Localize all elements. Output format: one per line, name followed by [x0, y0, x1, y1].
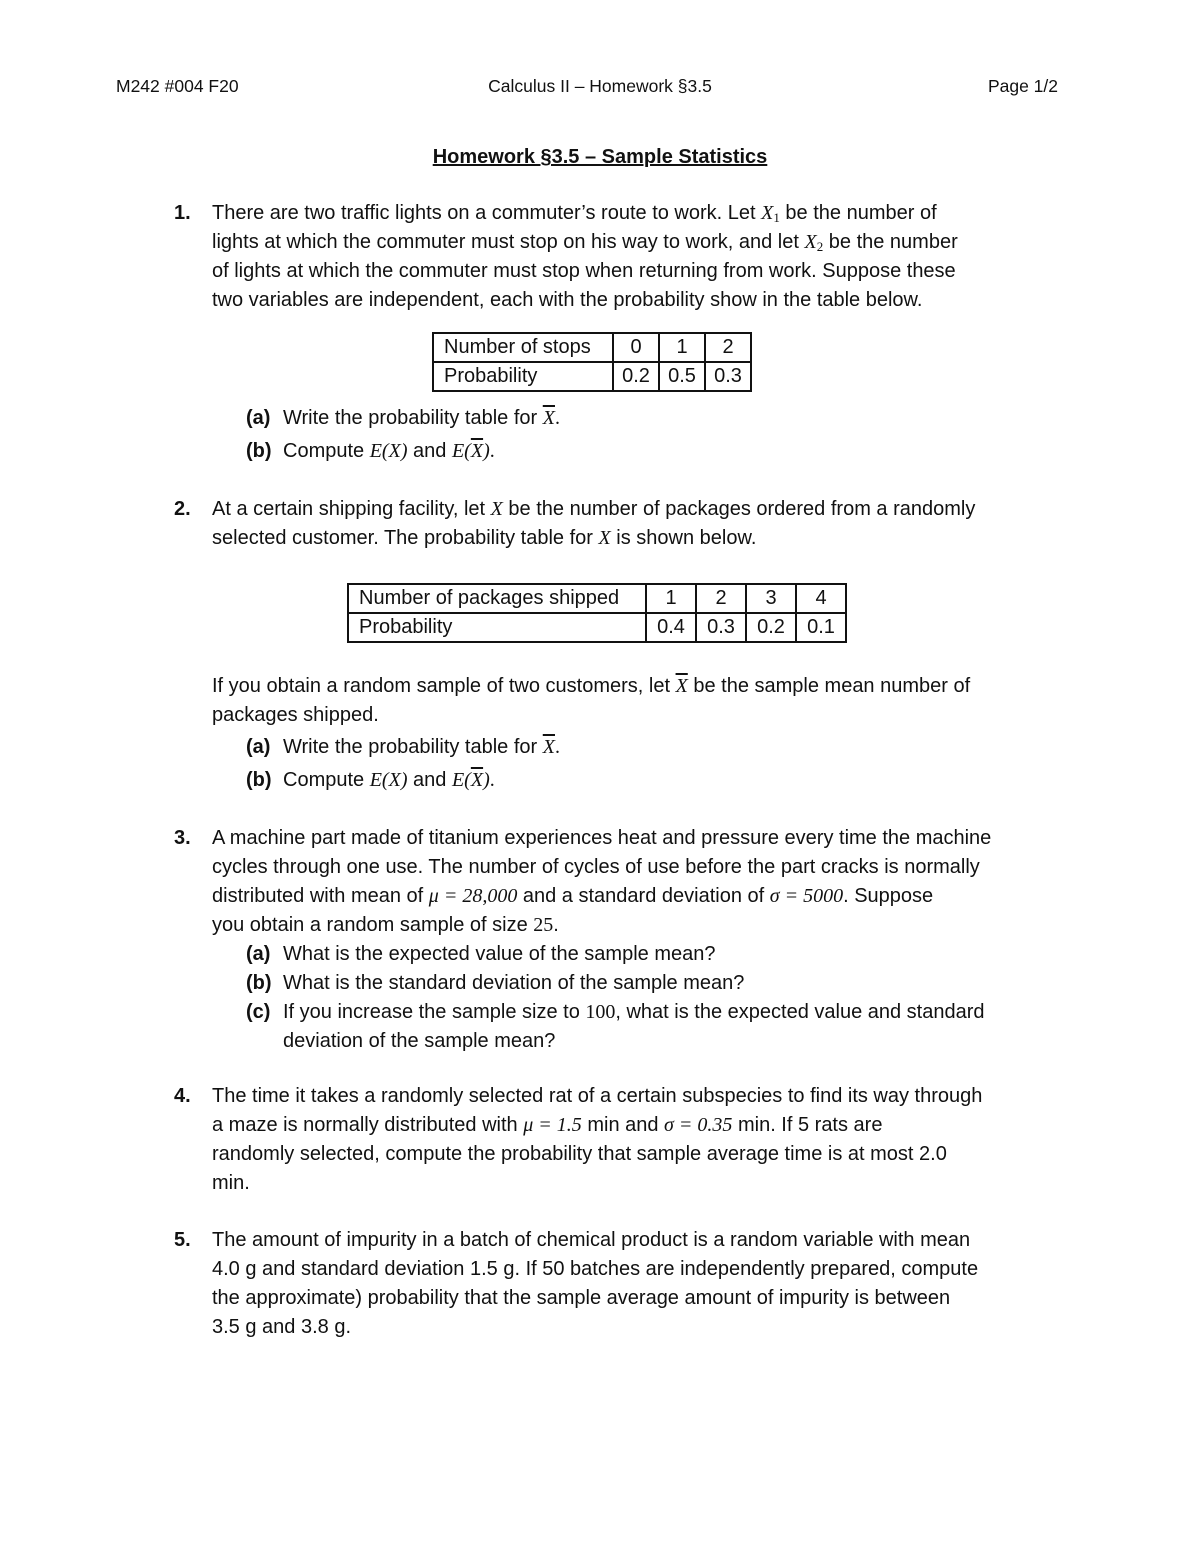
problem-text-line: the approximate) probability that the sample average amount of impurity is between — [212, 1287, 951, 1309]
problem-text-line: randomly selected, compute the probability that sample average time is at most 2.0 — [212, 1143, 947, 1165]
variable-x1: $X_1$ — [761, 202, 780, 225]
problem-text-line: a maze is normally distributed with μ = 1.5 min and σ = 0.35 min. If 5 rats are — [212, 1114, 883, 1136]
table-cell: 0.2 — [746, 613, 796, 642]
variable-x2: $X_2$ — [804, 231, 824, 254]
table-cell: 0.4 — [646, 613, 696, 642]
page-title: Homework §3.5 – Sample Statistics — [432, 146, 768, 168]
problem-text-line: min. — [212, 1172, 250, 1194]
header-title: Calculus II – Homework §3.5 — [488, 76, 712, 96]
table-cell: 3 — [746, 584, 796, 613]
packages-probability-table — [347, 583, 847, 643]
problem-text-line: two variables are independent, each with the probability show in the table below. — [212, 289, 923, 311]
table-cell: 1 — [646, 584, 696, 613]
table-row — [348, 584, 846, 613]
table-cell: 0 — [613, 333, 659, 362]
problem-number: 1. — [174, 202, 191, 224]
problem-2-continued — [212, 672, 1072, 795]
problem-text-line: At a certain shipping facility, let X be the number of packages ordered from a randomly — [212, 498, 976, 520]
table-cell: 1 — [659, 333, 705, 362]
part-b: (b) What is the standard deviation of the sample mean? — [246, 972, 745, 994]
problem-4 — [174, 1082, 1072, 1198]
sd-equation: σ = 0.35 — [664, 1114, 733, 1136]
problem-5 — [174, 1226, 1072, 1342]
problem-text-line: of lights at which the commuter must stop when returning from work. Suppose these — [212, 260, 956, 282]
problem-text-line: A machine part made of titanium experiences heat and pressure every time the machine — [212, 827, 992, 849]
problem-2 — [174, 495, 1072, 553]
table-header-cell: Number of packages shipped — [348, 584, 646, 613]
variable-x: X — [490, 498, 503, 520]
table-cell: 0.5 — [659, 362, 705, 391]
table-row — [348, 613, 846, 642]
header-course: M242 #004 F20 — [116, 76, 239, 96]
variable-xbar: $\overline{X}$ — [542, 407, 555, 429]
table-header-cell: Probability — [348, 613, 646, 642]
sample-size: 25 — [533, 914, 554, 936]
table-cell: 0.3 — [696, 613, 746, 642]
problem-text-line: 3.5 g and 3.8 g. — [212, 1316, 352, 1338]
variable-x: X — [598, 527, 611, 549]
problem-text-line: lights at which the commuter must stop on his way to work, and let $X_2$ be the number — [212, 231, 958, 254]
mean-equation: μ = 1.5 — [523, 1114, 582, 1136]
sd-equation: σ = 5000 — [769, 885, 844, 907]
problem-text-line: selected customer. The probability table for X is shown below. — [212, 527, 757, 549]
problem-text-line: The time it takes a randomly selected rat of a certain subspecies to find its way through — [212, 1085, 983, 1107]
table-cell: 4 — [796, 584, 846, 613]
part-a: (a) What is the expected value of the sample mean? — [246, 943, 716, 965]
expectation-xbar: $E(\overline{X})$ — [451, 440, 490, 462]
table-row — [433, 333, 751, 362]
expectation-x: E(X) — [369, 440, 408, 462]
problem-text-line: packages shipped. — [212, 704, 379, 726]
variable-xbar: $\overline{X}$ — [542, 736, 555, 758]
part-b: (b) Compute E(X) and $E(\overline{X})$. — [246, 769, 495, 791]
problem-text-line: The amount of impurity in a batch of chemical product is a random variable with mean — [212, 1229, 971, 1251]
table-cell: 2 — [705, 333, 751, 362]
problem-text-line: cycles through one use. The number of cycles of use before the part cracks is normally — [212, 856, 980, 878]
table-cell: 0.2 — [613, 362, 659, 391]
part-a: (a) Write the probability table for $\overline{X}$. — [246, 407, 560, 429]
table-cell: 0.3 — [705, 362, 751, 391]
part-c: (c) If you increase the sample size to 100, what is the expected value and standard — [246, 1001, 985, 1023]
problem-text-line: 4.0 g and standard deviation 1.5 g. If 50 batches are independently prepared, compute — [212, 1258, 979, 1280]
problem-text-line: distributed with mean of μ = 28,000 and a standard deviation of σ = 5000. Suppose — [212, 885, 934, 907]
table-row — [433, 362, 751, 391]
problem-number: 2. — [174, 498, 191, 520]
problem-number: 4. — [174, 1085, 191, 1107]
table-header-cell: Probability — [433, 362, 613, 391]
stops-probability-table — [432, 332, 752, 392]
mean-equation: μ = 28,000 — [428, 885, 518, 907]
header-page: Page 1/2 — [987, 76, 1058, 96]
expectation-x: E(X) — [369, 769, 408, 791]
sample-size: 100 — [585, 1001, 616, 1023]
part-b: (b) Compute E(X) and $E(\overline{X})$. — [246, 440, 495, 462]
problem-number: 3. — [174, 827, 191, 849]
table-cell: 0.1 — [796, 613, 846, 642]
expectation-xbar: $E(\overline{X})$ — [451, 769, 490, 791]
problem-3 — [174, 824, 1072, 1056]
table-header-cell: Number of stops — [433, 333, 613, 362]
problem-text-line: There are two traffic lights on a commuter’s route to work. Let $X_1$ be the number of — [212, 202, 937, 225]
problem-1 — [174, 199, 1072, 315]
problem-text-line: If you obtain a random sample of two customers, let $\overline{X}$ be the sample mean number of — [212, 675, 971, 697]
table-cell: 2 — [696, 584, 746, 613]
part-c-continued: deviation of the sample mean? — [283, 1030, 556, 1052]
problem-1-parts — [212, 404, 1072, 466]
problem-number: 5. — [174, 1229, 191, 1251]
part-a: (a) Write the probability table for $\overline{X}$. — [246, 736, 560, 758]
variable-xbar: $\overline{X}$ — [675, 675, 688, 697]
problem-text-line: you obtain a random sample of size 25. — [212, 914, 559, 936]
